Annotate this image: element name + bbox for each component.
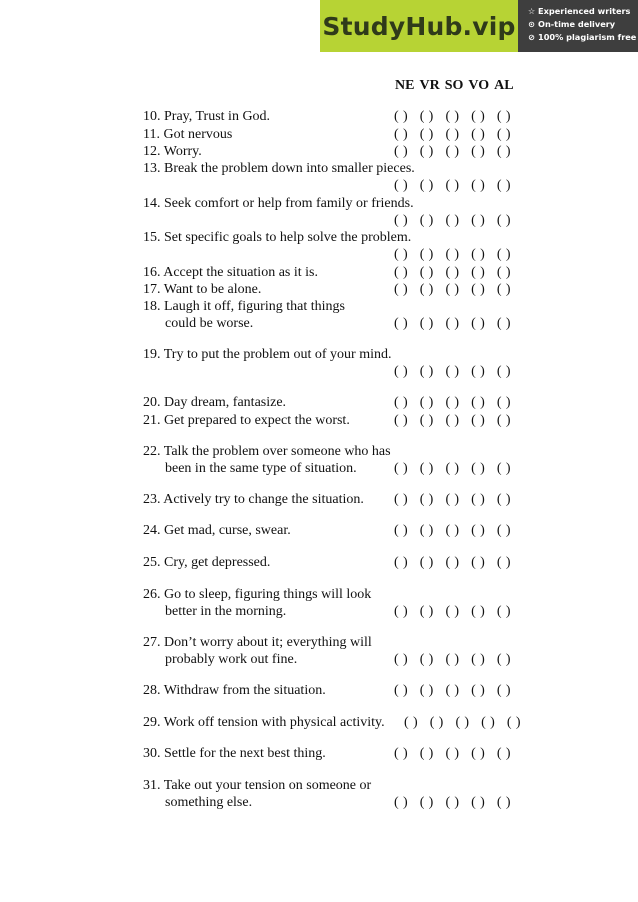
rating-checkboxes[interactable]: ( ) ( ) ( ) ( ) ( )	[394, 746, 511, 761]
rating-checkboxes[interactable]: ( ) ( ) ( ) ( ) ( )	[394, 213, 511, 228]
banner-feature-text: Experienced writers	[538, 6, 631, 16]
question-text: 31. Take out your tension on someone or	[143, 778, 372, 793]
question-text: 15. Set specific goals to help solve the problem.	[143, 230, 412, 245]
question-text: 20. Day dream, fantasize.	[143, 395, 287, 410]
rating-checkboxes[interactable]: ( ) ( ) ( ) ( ) ( )	[394, 282, 511, 297]
question-text: better in the morning.	[165, 604, 287, 619]
question-text: 22. Talk the problem over someone who has	[143, 444, 391, 459]
rating-checkboxes[interactable]: ( ) ( ) ( ) ( ) ( )	[394, 652, 511, 667]
banner-feature-text: 100% plagiarism free	[538, 32, 637, 42]
question-text: 26. Go to sleep, figuring things will look	[143, 587, 372, 602]
question-text: 23. Actively try to change the situation.	[143, 492, 364, 507]
question-text: 29. Work off tension with physical activity.	[143, 715, 385, 730]
question-text: been in the same type of situation.	[165, 461, 357, 476]
rating-checkboxes[interactable]: ( ) ( ) ( ) ( ) ( )	[404, 715, 521, 730]
rating-checkboxes[interactable]: ( ) ( ) ( ) ( ) ( )	[394, 492, 511, 507]
column-so: SO	[444, 78, 464, 93]
rating-checkboxes[interactable]: ( ) ( ) ( ) ( ) ( )	[394, 316, 511, 331]
rating-checkboxes[interactable]: ( ) ( ) ( ) ( ) ( )	[394, 604, 511, 619]
clock-icon: ⊙	[528, 19, 535, 29]
rating-checkboxes[interactable]: ( ) ( ) ( ) ( ) ( )	[394, 795, 511, 810]
studyhub-logo[interactable]: StudyHub.vip	[320, 0, 518, 52]
question-text: 30. Settle for the next best thing.	[143, 746, 326, 761]
question-text: 21. Get prepared to expect the worst.	[143, 413, 350, 428]
question-text: 12. Worry.	[143, 144, 202, 159]
rating-checkboxes[interactable]: ( ) ( ) ( ) ( ) ( )	[394, 265, 511, 280]
rating-checkboxes[interactable]: ( ) ( ) ( ) ( ) ( )	[394, 364, 511, 379]
rating-checkboxes[interactable]: ( ) ( ) ( ) ( ) ( )	[394, 247, 511, 262]
question-text: 27. Don’t worry about it; everything will	[143, 635, 372, 650]
question-text: 19. Try to put the problem out of your mind.	[143, 347, 392, 362]
question-text: could be worse.	[165, 316, 254, 331]
rating-checkboxes[interactable]: ( ) ( ) ( ) ( ) ( )	[394, 178, 511, 193]
rating-checkboxes[interactable]: ( ) ( ) ( ) ( ) ( )	[394, 523, 511, 538]
rating-checkboxes[interactable]: ( ) ( ) ( ) ( ) ( )	[394, 144, 511, 159]
question-text: 25. Cry, get depressed.	[143, 555, 271, 570]
column-vr: VR	[419, 78, 440, 93]
check-icon: ⊘	[528, 32, 535, 42]
question-text: 16. Accept the situation as it is.	[143, 265, 318, 280]
column-vo: VO	[468, 78, 490, 93]
question-text: 24. Get mad, curse, swear.	[143, 523, 291, 538]
rating-checkboxes[interactable]: ( ) ( ) ( ) ( ) ( )	[394, 461, 511, 476]
question-text: 14. Seek comfort or help from family or friends.	[143, 196, 414, 211]
question-text: 10. Pray, Trust in God.	[143, 109, 271, 124]
banner-feature-text: On-time delivery	[538, 19, 616, 29]
column-al: AL	[494, 78, 514, 93]
column-ne: NE	[395, 78, 415, 93]
rating-checkboxes[interactable]: ( ) ( ) ( ) ( ) ( )	[394, 109, 511, 124]
question-text: probably work out fine.	[165, 652, 298, 667]
question-text: something else.	[165, 795, 253, 810]
question-text: 28. Withdraw from the situation.	[143, 683, 326, 698]
rating-checkboxes[interactable]: ( ) ( ) ( ) ( ) ( )	[394, 683, 511, 698]
question-text: 11. Got nervous	[143, 127, 233, 142]
rating-checkboxes[interactable]: ( ) ( ) ( ) ( ) ( )	[394, 127, 511, 142]
rating-checkboxes[interactable]: ( ) ( ) ( ) ( ) ( )	[394, 413, 511, 428]
star-icon: ☆	[527, 6, 536, 16]
question-text: 17. Want to be alone.	[143, 282, 262, 297]
question-text: 13. Break the problem down into smaller pieces.	[143, 161, 415, 176]
rating-checkboxes[interactable]: ( ) ( ) ( ) ( ) ( )	[394, 555, 511, 570]
rating-checkboxes[interactable]: ( ) ( ) ( ) ( ) ( )	[394, 395, 511, 410]
question-text: 18. Laugh it off, figuring that things	[143, 299, 345, 314]
